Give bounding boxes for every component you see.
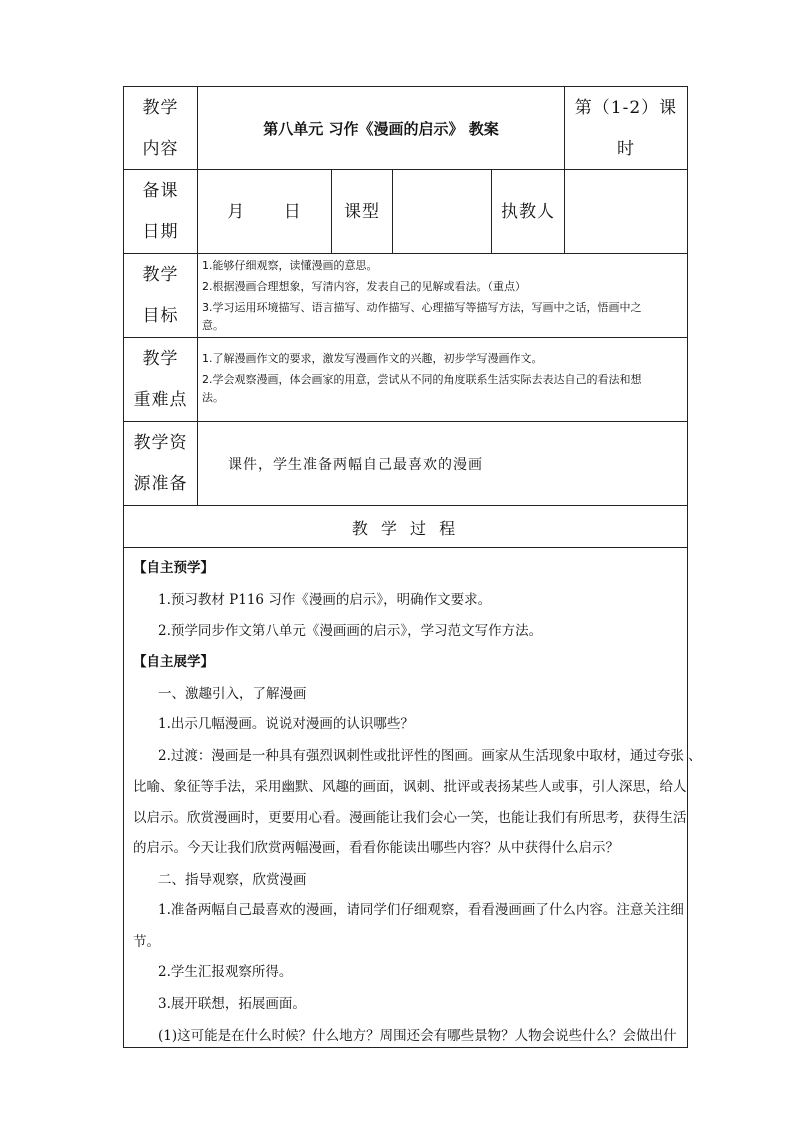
body-text-line: 2.学生汇报观察所得。 [158, 964, 293, 980]
row-divider [123, 253, 688, 254]
section-heading: 【自主展学】 [133, 654, 214, 670]
period-line: 时 [617, 139, 635, 159]
body-text-line: 1.准备两幅自己最喜欢的漫画，请同学们仔细观察，看看漫画画了什么内容。注意关注细 [158, 902, 684, 918]
row-label-objectives [124, 258, 197, 333]
label-line: 目标 [142, 306, 179, 326]
resources-text: 课件，学生准备两幅自己最喜欢的漫画 [228, 457, 483, 473]
label-line: 教学资 [133, 433, 188, 453]
row-label-key-points [124, 342, 197, 417]
row-label-resources [124, 426, 197, 501]
label-line: 教学 [142, 98, 179, 118]
key-points-text [202, 350, 684, 407]
date-field: 月 日 [227, 202, 302, 222]
label-line: 重难点 [133, 390, 188, 410]
section-heading: 【自主预学】 [133, 560, 214, 576]
label-line: 源准备 [133, 474, 188, 494]
period-line: 第（1-2）课 [574, 98, 678, 118]
body-text-line: 1.出示几幅漫画。说说对漫画的认识哪些？ [158, 716, 414, 732]
objective-line: 1.能够仔细观察，读懂漫画的意思。 [202, 259, 378, 272]
body-text-line: 2.过渡：漫画是一种具有强烈讽刺性或批评性的图画。画家从生活现象中取材，通过夸张 、 [158, 748, 702, 764]
objectives-text [202, 257, 684, 335]
lesson-type-label: 课型 [344, 202, 380, 222]
body-text-line: 节。 [133, 934, 160, 950]
row-label-prep-date [124, 174, 197, 249]
table-border-top [123, 86, 688, 87]
column-divider [392, 169, 393, 253]
table-border-bottom [123, 1047, 688, 1048]
row-label-teaching-content [124, 91, 197, 166]
column-divider [197, 86, 198, 505]
label-line: 教学 [142, 265, 179, 285]
lesson-title: 第八单元 习作《漫画的启示》 教案 [263, 120, 499, 138]
body-text-line: 2.预学同步作文第八单元《漫画画的启示》，学习范文写作方法。 [158, 623, 543, 639]
label-line: 内容 [142, 139, 179, 159]
label-line: 日期 [142, 222, 179, 242]
row-divider [123, 505, 688, 506]
period-cell [565, 91, 687, 166]
body-text-line: 比喻、象征等手法，采用幽默、风趣的画面，讽刺、批评或表扬某些人或事，引人深思，给人 [133, 779, 687, 795]
body-text-line: 的启示。今天让我们欣赏两幅漫画，看看你能读出哪些内容？从中获得什么启示？ [133, 840, 619, 856]
body-text-line: 二、指导观察，欣赏漫画 [158, 872, 307, 888]
key-point-line: 2.学会观察漫画，体会画家的用意，尝试从不同的角度联系生活实际去表达自己的看法和想 [202, 373, 642, 386]
process-heading: 教 学 过 程 [351, 519, 460, 538]
label-line: 教学 [142, 349, 179, 369]
key-point-line: 法。 [202, 391, 224, 404]
objective-line: 2.根据漫画合理想象，写清内容，发表自己的见解或看法。（重点） [202, 280, 526, 293]
teacher-label: 执教人 [501, 202, 555, 222]
objective-line: 意。 [202, 319, 224, 332]
body-text-line: 一、激趣引入，了解漫画 [158, 686, 307, 702]
body-text-line: 3.展开联想，拓展画面。 [158, 996, 306, 1012]
body-text-line: 以启示。欣赏漫画时，更要用心看。漫画能让我们会心一笑，也能让我们有所思考，获得生活 [133, 810, 687, 826]
row-divider [123, 169, 688, 170]
objective-line: 3.学习运用环境描写、语言描写、动作描写、心理描写等描写方法，写画中之话，悟画中之 [202, 301, 642, 314]
body-text-line: (1)这可能是在什么时候？什么地方？周围还会有哪些景物？人物会说些什么？会做出什 [158, 1028, 677, 1044]
label-line: 备课 [142, 181, 179, 201]
row-divider [123, 547, 688, 548]
key-point-line: 1.了解漫画作文的要求，激发写漫画作文的兴趣，初步学写漫画作文。 [202, 352, 543, 365]
row-divider [123, 421, 688, 422]
body-text-line: 1.预习教材 P116 习作《漫画的启示》，明确作文要求。 [158, 592, 492, 608]
row-divider [123, 337, 688, 338]
